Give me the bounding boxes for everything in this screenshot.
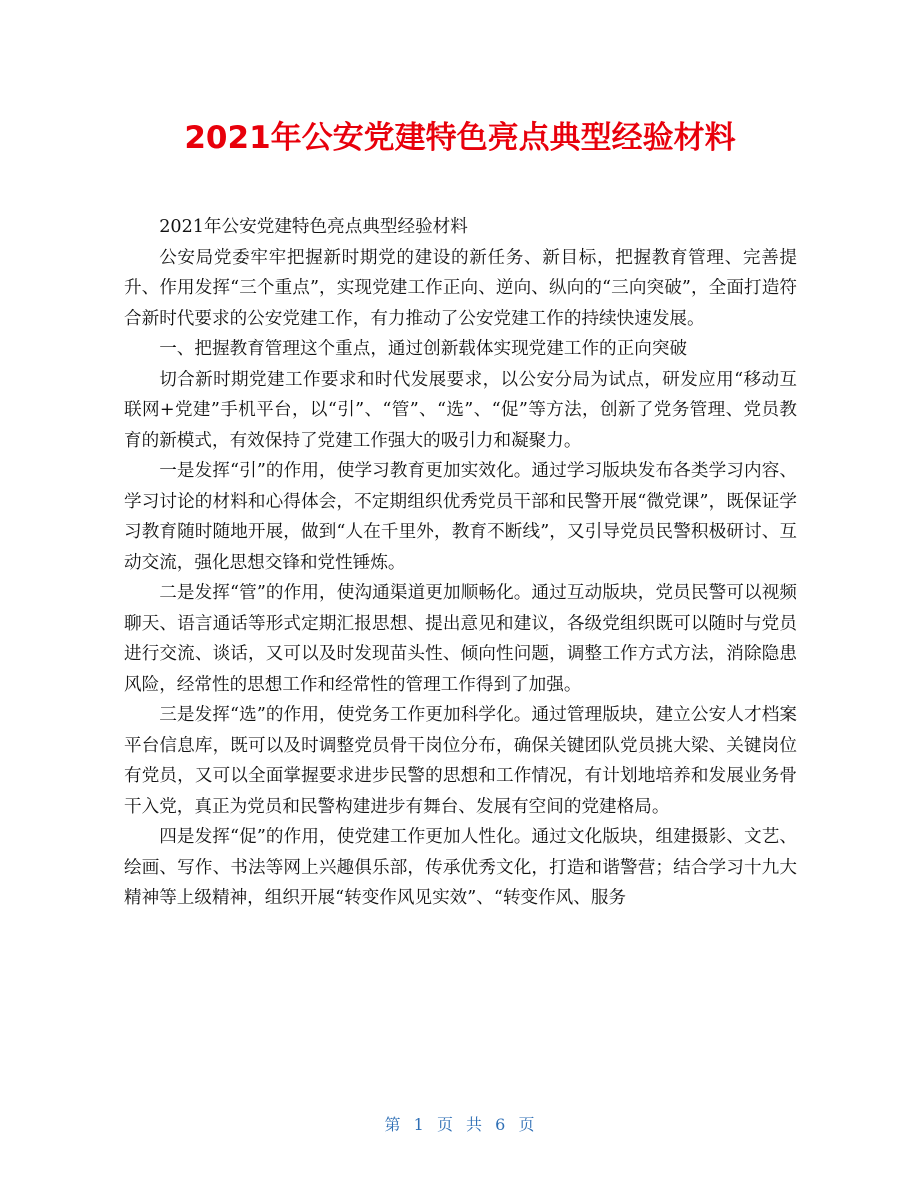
footer-label-page: 第 xyxy=(384,1115,402,1134)
footer-total-pages: 6 xyxy=(495,1115,507,1134)
section-heading-1: 一、把握教育管理这个重点，通过创新载体实现党建工作的正向突破 xyxy=(159,339,688,359)
document-body xyxy=(124,212,797,914)
footer-current-page: 1 xyxy=(413,1115,425,1134)
footer-label-total: 共 xyxy=(466,1115,484,1134)
footer-label-unit: 页 xyxy=(436,1115,454,1134)
paragraph-xuan: 三是发挥“选”的作用，使党务工作更加科学化。通过管理版块，建立公安人才档案平台信息库，既可以及时调整党员骨干岗位分布，确保关键团队党员挑大梁、关键岗位有党员，又可以全面掌握要求进步民警的思想和工作情况，有计划地培养和发展业务骨干入党，真正为党员和民警构建进步有舞台、发展有空间的党建格局。 xyxy=(124,705,797,817)
footer-label-unit2: 页 xyxy=(518,1115,536,1134)
paragraph-cu: 四是发挥“促”的作用，使党建工作更加人性化。通过文化版块，组建摄影、文艺、绘画、写作、书法等网上兴趣俱乐部，传承优秀文化，打造和谐警营；结合学习十九大精神等上级精神，组织开展“转变作风见实效”、“转变作风、服务 xyxy=(124,827,797,908)
paragraph-platform: 切合新时期党建工作要求和时代发展要求，以公安分局为试点，研发应用“移动互联网+党建”手机平台，以“引”、“管”、“选”、“促”等方法，创新了党务管理、党员教育的新模式，有效保持了党建工作强大的吸引力和凝聚力。 xyxy=(124,369,797,451)
paragraph-intro: 公安局党委牢牢把握新时期党的建设的新任务、新目标，把握教育管理、完善提升、作用发挥“三个重点”，实现党建工作正向、逆向、纵向的“三向突破”，全面打造符合新时代要求的公安党建工作，有力推动了公安党建工作的持续快速发展。 xyxy=(124,247,797,329)
paragraph-yin: 一是发挥“引”的作用，使学习教育更加实效化。通过学习版块发布各类学习内容、学习讨论的材料和心得体会，不定期组织优秀党员干部和民警开展“微党课”，既保证学习教育随时随地开展，做到“人在千里外，教育不断线”，又引导党员民警积极研讨、互动交流，强化思想交锋和党性锤炼。 xyxy=(124,461,797,573)
paragraph-guan: 二是发挥“管”的作用，使沟通渠道更加顺畅化。通过互动版块，党员民警可以视频聊天、语言通话等形式定期汇报思想、提出意见和建议，各级党组织既可以随时与党员进行交流、谈话，又可以及时发现苗头性、倾向性问题，调整工作方式方法，消除隐患风险，经常性的思想工作和经常性的管理工作得到了加强。 xyxy=(124,583,797,695)
paragraph-subtitle: 2021年公安党建特色亮点典型经验材料 xyxy=(159,217,468,237)
page-footer xyxy=(0,1112,920,1135)
document-title: 2021年公安党建特色亮点典型经验材料 xyxy=(184,120,736,156)
